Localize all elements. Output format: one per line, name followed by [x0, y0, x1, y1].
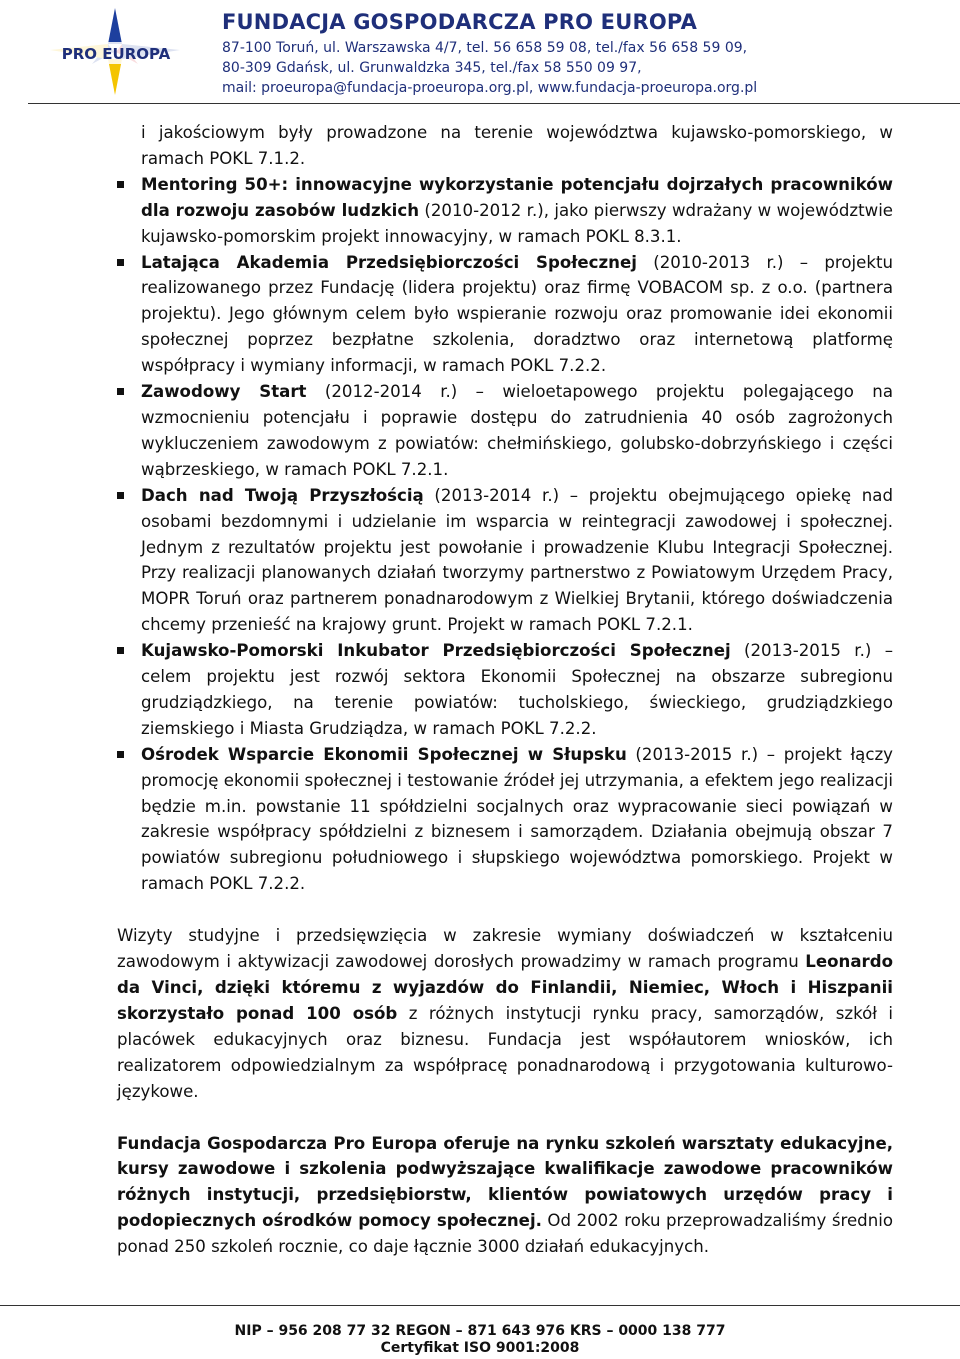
- paragraph-text: Wizyty studyjne i przedsięwzięcia w zakresie wymiany doświadczeń w kształceniu zawodowym i aktywizacji zawodowej dorosłych prowadzimy w ramach programu: [117, 926, 893, 972]
- project-description: (2012-2014 r.) – wieloetapowego projektu polegającego na wzmocnieniu potencjału i poprawie dostępu do zatrudnienia 40 osób zagrożonych wykluczeniem zawodowym z powiatów: chełmińskiego, golubsko-dobrzyńskiego i części wąbrzeskiego, w ramach POKL 7.2.1.: [141, 382, 893, 479]
- project-item: [117, 483, 893, 638]
- project-description: (2013-2015 r.) – celem projektu jest rozwój sektora Ekonomii Społecznej na obszarze subregionu grudziądzkiego, na terenie powiatów: tucholskiego, świeckiego, grudziądzkiego ziemskiego i Miasta Grudziądza, w ramach POKL 7.2.2.: [141, 641, 893, 738]
- project-title: Dach nad Twoją Przyszłością: [141, 485, 424, 505]
- paragraph-text: z różnych instytucji rynku pracy, samorządów, szkół i placówek edukacyjnych oraz biznesu. Fundacja jest współautorem wniosków, ich realizatorem odpowiedzialnym za współpracę ponadnarodową i przygotowania kulturowo-językowe.: [117, 1003, 894, 1101]
- study-visits-paragraph: [117, 923, 893, 1104]
- paragraph-emphasis: Fundacja Gospodarcza Pro Europa oferuje na rynku szkoleń warsztaty edukacyjne, kursy zawodowe i szkolenia podwyższające kwalifikacje zawodowe pracowników różnych instytucji, przedsiębiorstw, klientów powiatowych urzędów pracy i podopiecznych ośrodków pomocy społecznej.: [117, 1133, 893, 1231]
- footer-divider: [0, 1305, 960, 1306]
- project-description: (2010-2012 r.), jako pierwszy wdrażany w województwie kujawsko-pomorskim projekt innowacyjny, w ramach POKL 8.3.1.: [141, 200, 894, 246]
- svg-text:PRO EUROPA: PRO EUROPA: [61, 45, 171, 63]
- letterhead: [0, 0, 960, 106]
- bullet-icon: [117, 181, 124, 188]
- project-title: Zawodowy Start: [141, 382, 307, 402]
- organization-name: FUNDACJA GOSPODARCZA PRO EUROPA: [222, 10, 698, 34]
- training-offer-paragraph: [117, 1131, 893, 1261]
- project-item: [117, 638, 893, 742]
- address-gdansk: 80-309 Gdańsk, ul. Grunwaldzka 345, tel./fax 58 550 09 97,: [222, 60, 642, 76]
- project-description: (2013-2014 r.) – projektu obejmującego opiekę nad osobami bezdomnymi i udzielanie im wsparcia w reintegracji zawodowej i społecznej. Jednym z rezultatów projektu jest powołanie i prowadzenie Klubu Integracji Społecznej. Przy realizacji planowanych działań tworzymy partnerstwo z Powiatowym Urzędem Pracy, MOPR Toruń oraz partnerem ponadnarodowym z Wielkiej Brytanii, którego doświadczenia chcemy przenieść na krajowy grunt. Projekt w ramach POKL 7.2.1.: [141, 485, 893, 635]
- header-divider: [28, 103, 960, 104]
- contact-line: mail: proeuropa@fundacja-proeuropa.org.pl, www.fundacja-proeuropa.org.pl: [222, 80, 758, 96]
- iso-certificate: Certyfikat ISO 9001:2008: [380, 1340, 580, 1356]
- project-description: (2010-2013 r.) – projektu realizowanego przez Fundację (lidera projektu) oraz firmę VOBACOM sp. z o.o. (partnera projektu). Jego głównym celem było wspieranie rozwoju oraz promowanie idei ekonomii społecznej poprzez bezpłatne szkolenia, doradztwo oraz internetową platformę współpracy i wymiany informacji, w ramach POKL 7.2.2.: [141, 252, 893, 376]
- project-item: [117, 250, 893, 380]
- project-title: Kujawsko-Pomorski Inkubator Przedsiębiorczości Społecznej: [141, 641, 731, 661]
- paragraph-emphasis: Leonardo da Vinci, dzięki któremu z wyjazdów do Finlandii, Niemiec, Włoch i Hiszpanii skorzystało ponad 100 osób: [117, 952, 893, 1023]
- registration-numbers: NIP – 956 208 77 32 REGON – 871 643 976 KRS – 0000 138 777: [234, 1323, 726, 1339]
- paragraph-text: Od 2002 roku przeprowadzaliśmy średnio ponad 250 szkoleń rocznie, co daje łącznie 3000 działań edukacyjnych.: [117, 1211, 893, 1257]
- project-title: Latająca Akademia Przedsiębiorczości Społecznej: [141, 252, 637, 272]
- project-title: Mentoring 50+: innowacyjne wykorzystanie potencjału dojrzałych pracowników dla rozwoju zasobów ludzkich: [141, 174, 893, 220]
- bullet-icon: [117, 388, 124, 395]
- address-torun: 87-100 Toruń, ul. Warszawska 4/7, tel. 56 658 59 08, tel./fax 56 658 59 09,: [222, 40, 748, 56]
- project-title: Ośrodek Wsparcie Ekonomii Społecznej w Słupsku: [141, 744, 627, 764]
- project-item: [117, 379, 893, 483]
- project-item: [117, 172, 893, 250]
- bullet-icon: [117, 647, 124, 654]
- project-item: [117, 742, 893, 897]
- continued-text: i jakościowym były prowadzone na terenie województwa kujawsko-pomorskiego, w ramach POKL 7.1.2.: [141, 123, 893, 168]
- document-body: [117, 120, 893, 1260]
- bullet-icon: [117, 751, 124, 758]
- project-description: (2013-2015 r.) – projekt łączy promocję ekonomii społecznej i testowanie źródeł jej utrzymania, a efektem jego realizacji będzie m.in. powstanie 11 spółdzielni socjalnych oraz wypracowanie sieci powiązań w zakresie współpracy spółdzielni z biznesem i samorządem. Działania obejmują obszar 7 powiatów subregionu południowego i słupskiego województwa pomorskiego. Projekt w ramach POKL 7.2.2.: [141, 744, 893, 894]
- bullet-icon: [117, 492, 124, 499]
- pro-europa-logo: [30, 4, 200, 99]
- bullet-icon: [117, 259, 124, 266]
